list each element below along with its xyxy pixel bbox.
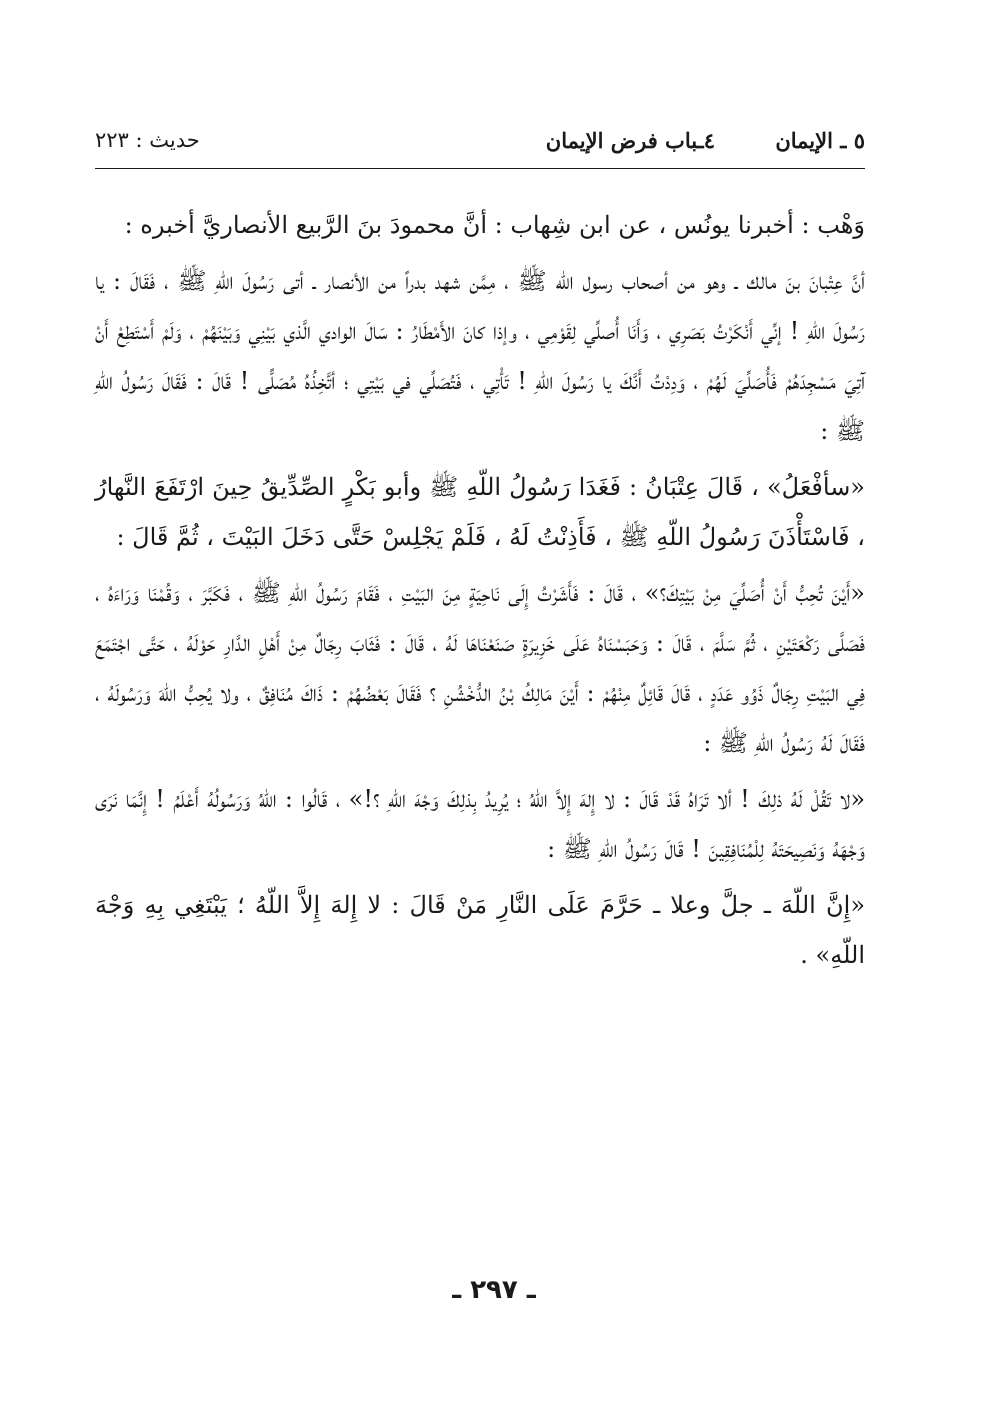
paragraph-itban-request: أنَّ عِتْبانَ بنَ مالك ـ وهو من أصحاب رسول اللّه ﷺ ، مِمَّن شهد بدراً من الأنصار ـ أتى رَسُولَ اللّهِ ﷺ ، فَقَالَ : يا رَسُولَ اللّهِ ! إنِّي أَنْكَرْتُ بَصَرِي ، وَأَنَا أُصلِّي لِقَوْمِي ، وإذا كانَ الأَمْطَارُ : سَالَ الوادي الَّذي بَيْنِي وَبَيْنَهُمْ ، وَلَمْ أَسْتَطِعْ أَنْ آتِيَ مَسْجِدَهُمْ فَأُصَلِّيَ لَهُمْ ، وَدِدْتُ أَنَّكَ يا رَسُولَ اللّهِ ! تَأْتِي ، فَتُصَلِّي في بَيْتِي ؛ أتَّخِذُهُ مُصَلًّى ! قَالَ : فَقَالَ رَسُولُ اللّهِ ﷺ :	[95, 267, 865, 445]
section-title: ٤ـباب فرض الإيمان	[545, 128, 715, 153]
paragraph-prophet-visit: «سأفْعَلُ» ، قَالَ عِتْبَانُ : فَغَدَا رَسُولُ اللّهِ ﷺ وأبو بَكْرٍ الصِّدِّيقُ حِينَ ارْتَفَعَ النَّهارُ ، فَاسْتَأْذَنَ رَسُولُ اللّهِ ﷺ ، فَأَذِنْتُ لَهُ ، فَلَمْ يَجْلِسْ حَتَّى دَخَلَ البَيْتَ ، ثُمَّ قَالَ :	[95, 473, 865, 551]
running-header	[95, 122, 865, 162]
paragraph-chain-of-narration: وَهْب : أخبرنا يونُس ، عن ابن شِهاب : أنَّ محمودَ بنَ الرَّبيع الأنصاريَّ أخبره :	[124, 211, 865, 239]
paragraph-closing-statement: «إِنَّ اللّهَ ـ جلَّ وعلا ـ حَرَّمَ عَلَى النَّارِ مَنْ قَالَ : لا إِلهَ إِلاَّ اللّهُ ؛ يَبْتَغِي بِهِ وَجْهَ اللّهِ» .	[95, 891, 865, 969]
page-number: ـ ٢٩٧ ـ	[452, 1275, 536, 1305]
paragraph-prophet-reply: «لا تَقُلْ لَهُ ذلِكَ ! ألا تَرَاهُ قَدْ قَالَ : لا إِلهَ إِلاَّ اللّهُ ؛ يُرِيدُ بِذلِكَ وَجْهَ اللّهِ ؟!» ، قَالُوا : اللّهُ وَرَسُولُهُ أَعْلَمُ ! إِنَّمَا نَرَى وَجْهَهُ وَنَصِيحَتَهُ لِلْمُنَافِقِينَ ! قَالَ رَسُولُ اللّهِ ﷺ :	[95, 785, 865, 863]
hadith-reference: حديث : ٢٢٣	[95, 128, 200, 152]
chapter-title: ٥ ـ الإيمان	[775, 128, 865, 153]
hadith-text	[95, 200, 865, 986]
header-divider	[95, 168, 865, 169]
paragraph-prayer-in-house: «أَيْنَ تُحِبُّ أَنْ أُصَلِّيَ مِنْ بَيْتِكَ؟» ، قَالَ : فَأَشَرْتُ إِلَى نَاحِيَةٍ مِنَ البَيْتِ ، فَقَامَ رَسُولُ اللّهِ ﷺ ، فَكَبَّرَ ، وَقُمْنَا وَرَاءَهُ ، فَصَلَّى رَكْعَتَيْنِ ، ثُمَّ سَلَّمَ ، قَالَ : وَحَبَسْنَاهُ عَلَى خَزِيرَةٍ صَنَعْنَاهَا لَهُ ، قَالَ : فَثَابَ رِجَالٌ مِنْ أَهْلِ الدَّارِ حَوْلَهُ ، حَتَّى اجْتَمَعَ فِي البَيْتِ رِجَالٌ ذَوُو عَدَدٍ ، قَالَ قَائِلٌ مِنْهُمْ : أَيْنَ مَالِكُ بْنُ الدُّخْشُنِ ؟ فَقَالَ بَعْضُهُمْ : ذَاكَ مُنَافِقٌ ، ولا يُحِبُّ اللّهَ وَرَسُولَهُ ، فَقَالَ لَهُ رَسُولُ اللّهِ ﷺ :	[95, 579, 865, 757]
